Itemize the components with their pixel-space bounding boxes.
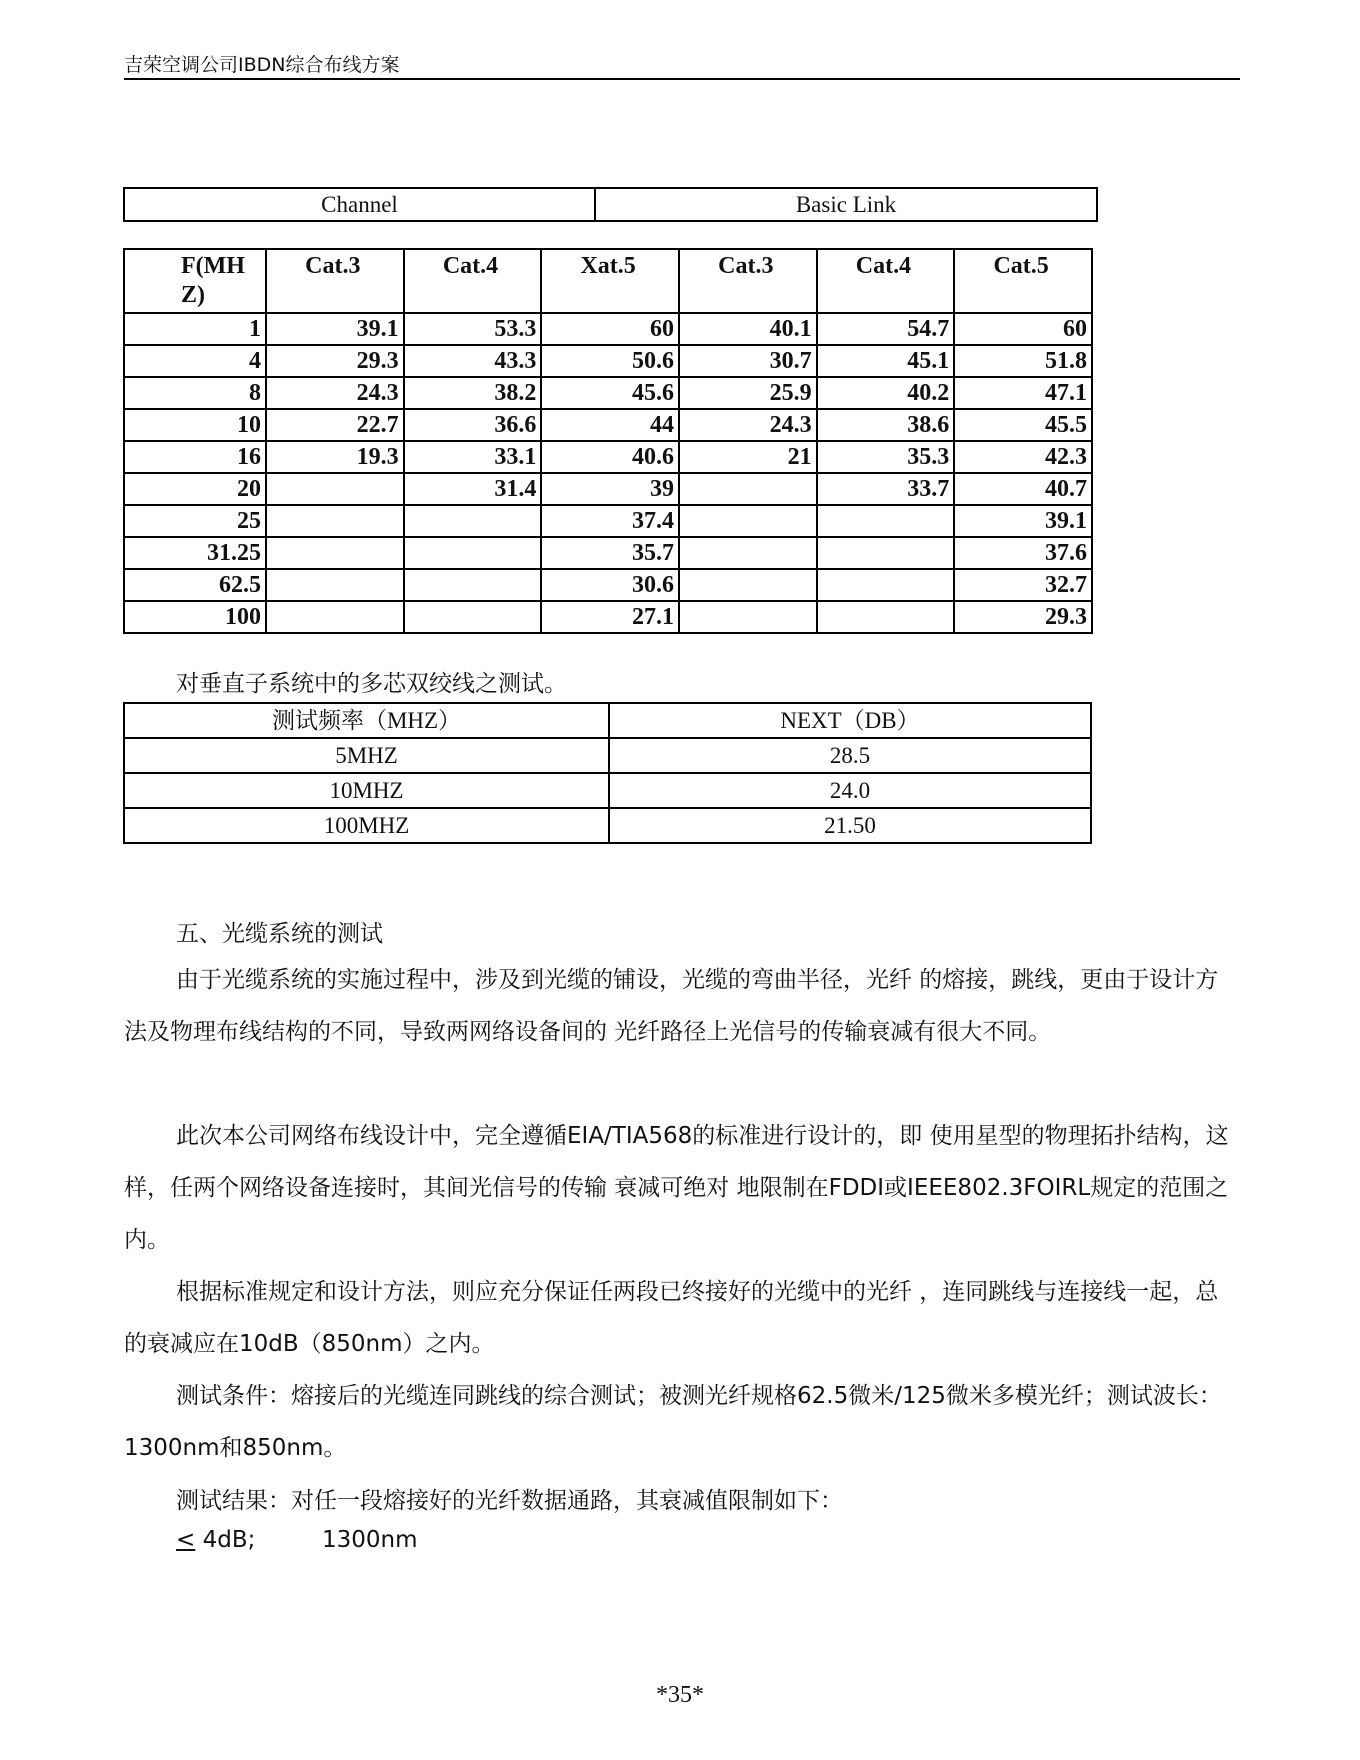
next-value-cell: 60 <box>954 313 1092 345</box>
next-values-table <box>123 248 1093 634</box>
next-value-cell <box>266 537 404 569</box>
table-row <box>124 345 1092 377</box>
next-value-cell: 30.7 <box>679 345 817 377</box>
frequency-cell: 10MHZ <box>124 773 609 808</box>
frequency-cell: 20 <box>124 473 266 505</box>
next-value-cell: 19.3 <box>266 441 404 473</box>
next-column-header: Xat.5 <box>541 249 679 313</box>
next-value-cell: 33.7 <box>817 473 955 505</box>
next-value-cell: 25.9 <box>679 377 817 409</box>
next-value-cell: 24.3 <box>266 377 404 409</box>
paragraph-2: 此次本公司网络布线设计中，完全遵循EIA/TIA568的标准进行设计的，即 使用星型的物理拓扑结构，这样，任两个网络设备连接时，其间光信号的传输 衰减可绝对 地限制在FDDI或IEEE802.3FOIRL规定的范围之内。 <box>124 1123 1229 1253</box>
next-value-cell <box>817 601 955 633</box>
next-value-cell: 22.7 <box>266 409 404 441</box>
next-value-cell <box>679 505 817 537</box>
paragraph-1: 由于光缆系统的实施过程中，涉及到光缆的铺设，光缆的弯曲半径，光纤 的熔接，跳线，更由于设计方法及物理布线结构的不同，导致两网络设备间的 光纤路径上光信号的传输衰减有很大不同。 <box>124 967 1219 1045</box>
next-value-cell: 32.7 <box>954 569 1092 601</box>
next-value-cell: 35.7 <box>541 537 679 569</box>
channel-label: Channel <box>124 188 595 221</box>
next-value-cell: 45.1 <box>817 345 955 377</box>
next-value-cell <box>817 537 955 569</box>
table-row <box>124 808 1091 843</box>
next-value-cell: 30.6 <box>541 569 679 601</box>
next-column-header: Cat.4 <box>817 249 955 313</box>
next-value-cell <box>266 473 404 505</box>
frequency-cell: 8 <box>124 377 266 409</box>
next-value-cell: 33.1 <box>404 441 542 473</box>
next-value-cell <box>266 569 404 601</box>
next-value-cell: 53.3 <box>404 313 542 345</box>
next-value-cell: 29.3 <box>266 345 404 377</box>
next-value-cell: 37.6 <box>954 537 1092 569</box>
next-value-cell <box>404 505 542 537</box>
paragraph-4: 测试条件：熔接后的光缆连同跳线的综合测试；被测光纤规格62.5微米/125微米多模光纤；测试波长：1300nm和850nm。 <box>124 1383 1222 1461</box>
next-value-cell: 43.3 <box>404 345 542 377</box>
table-row <box>124 313 1092 345</box>
next-value-cell <box>266 601 404 633</box>
next-column-header: Cat.3 <box>266 249 404 313</box>
next-value-cell: 40.1 <box>679 313 817 345</box>
table-row <box>124 738 1091 773</box>
table-row <box>124 377 1092 409</box>
paragraph-5: 测试结果：对任一段熔接好的光纤数据通路，其衰减值限制如下： <box>176 1488 843 1514</box>
header-title: 吉荣空调公司IBDN综合布线方案 <box>124 54 400 76</box>
table-row <box>124 441 1092 473</box>
next-value-cell: 31.4 <box>404 473 542 505</box>
next-value-cell: 38.6 <box>817 409 955 441</box>
limit-wavelength: 1300nm <box>321 1527 418 1553</box>
next-value-cell: 40.7 <box>954 473 1092 505</box>
next-column-header: Cat.3 <box>679 249 817 313</box>
next-value-cell <box>266 505 404 537</box>
next-value-cell: 38.2 <box>404 377 542 409</box>
next-value-cell: 39 <box>541 473 679 505</box>
table-row <box>124 409 1092 441</box>
next-value-cell <box>817 505 955 537</box>
frequency-cell: 62.5 <box>124 569 266 601</box>
frequency-cell: 4 <box>124 345 266 377</box>
next-value-cell <box>679 537 817 569</box>
frequency-cell: 10 <box>124 409 266 441</box>
vertical-test-caption: 对垂直子系统中的多芯双绞线之测试。 <box>176 671 567 697</box>
next-value-cell <box>404 601 542 633</box>
table-row <box>124 601 1092 633</box>
next-value-cell: 60 <box>541 313 679 345</box>
next-value-cell: 40.6 <box>541 441 679 473</box>
next-value-cell <box>679 601 817 633</box>
vert-header-next: NEXT（DB） <box>609 703 1091 738</box>
next-value-cell: 47.1 <box>954 377 1092 409</box>
next-value-cell: 29.3 <box>954 601 1092 633</box>
next-value-cell: 37.4 <box>541 505 679 537</box>
next-value-cell: 44 <box>541 409 679 441</box>
next-value-cell <box>404 537 542 569</box>
next-value-cell: 54.7 <box>817 313 955 345</box>
next-value-cell: 21 <box>679 441 817 473</box>
header-rule <box>124 78 1240 80</box>
table-row <box>124 537 1092 569</box>
limit-value: 4dB; <box>202 1527 256 1553</box>
next-value-cell <box>404 569 542 601</box>
frequency-cell: 16 <box>124 441 266 473</box>
next-value-cell: 51.8 <box>954 345 1092 377</box>
table-row <box>124 473 1092 505</box>
next-column-header: F(MH Z) <box>124 249 266 313</box>
channel-basic-link-header-table <box>123 187 1098 222</box>
next-value-cell: 40.2 <box>817 377 955 409</box>
less-equal-symbol: < <box>176 1527 196 1553</box>
next-db-cell: 28.5 <box>609 738 1091 773</box>
page-number: *35* <box>656 1682 704 1708</box>
next-value-cell <box>679 473 817 505</box>
table-row <box>124 505 1092 537</box>
frequency-cell: 25 <box>124 505 266 537</box>
basic-link-label: Basic Link <box>595 188 1097 221</box>
table-row <box>124 569 1092 601</box>
frequency-cell: 31.25 <box>124 537 266 569</box>
frequency-cell: 100MHZ <box>124 808 609 843</box>
section-title: 五、光缆系统的测试 <box>176 921 383 947</box>
frequency-cell: 5MHZ <box>124 738 609 773</box>
next-value-cell <box>817 569 955 601</box>
next-value-cell <box>679 569 817 601</box>
next-value-cell: 35.3 <box>817 441 955 473</box>
next-value-cell: 45.6 <box>541 377 679 409</box>
next-db-cell: 21.50 <box>609 808 1091 843</box>
vert-header-frequency: 测试频率（MHZ） <box>124 703 609 738</box>
next-value-cell: 45.5 <box>954 409 1092 441</box>
paragraph-3: 根据标准规定和设计方法，则应充分保证任两段已终接好的光缆中的光纤 ，连同跳线与连接线一起，总的衰减应在10dB（850nm）之内。 <box>124 1279 1219 1357</box>
next-value-cell: 36.6 <box>404 409 542 441</box>
next-value-cell: 42.3 <box>954 441 1092 473</box>
frequency-cell: 1 <box>124 313 266 345</box>
next-value-cell: 50.6 <box>541 345 679 377</box>
vertical-test-table <box>123 702 1092 844</box>
next-value-cell: 39.1 <box>954 505 1092 537</box>
next-column-header: Cat.5 <box>954 249 1092 313</box>
next-value-cell: 24.3 <box>679 409 817 441</box>
next-value-cell: 39.1 <box>266 313 404 345</box>
next-db-cell: 24.0 <box>609 773 1091 808</box>
attenuation-limit-line <box>176 1527 418 1553</box>
next-column-header: Cat.4 <box>404 249 542 313</box>
table-row <box>124 773 1091 808</box>
frequency-cell: 100 <box>124 601 266 633</box>
next-value-cell: 27.1 <box>541 601 679 633</box>
